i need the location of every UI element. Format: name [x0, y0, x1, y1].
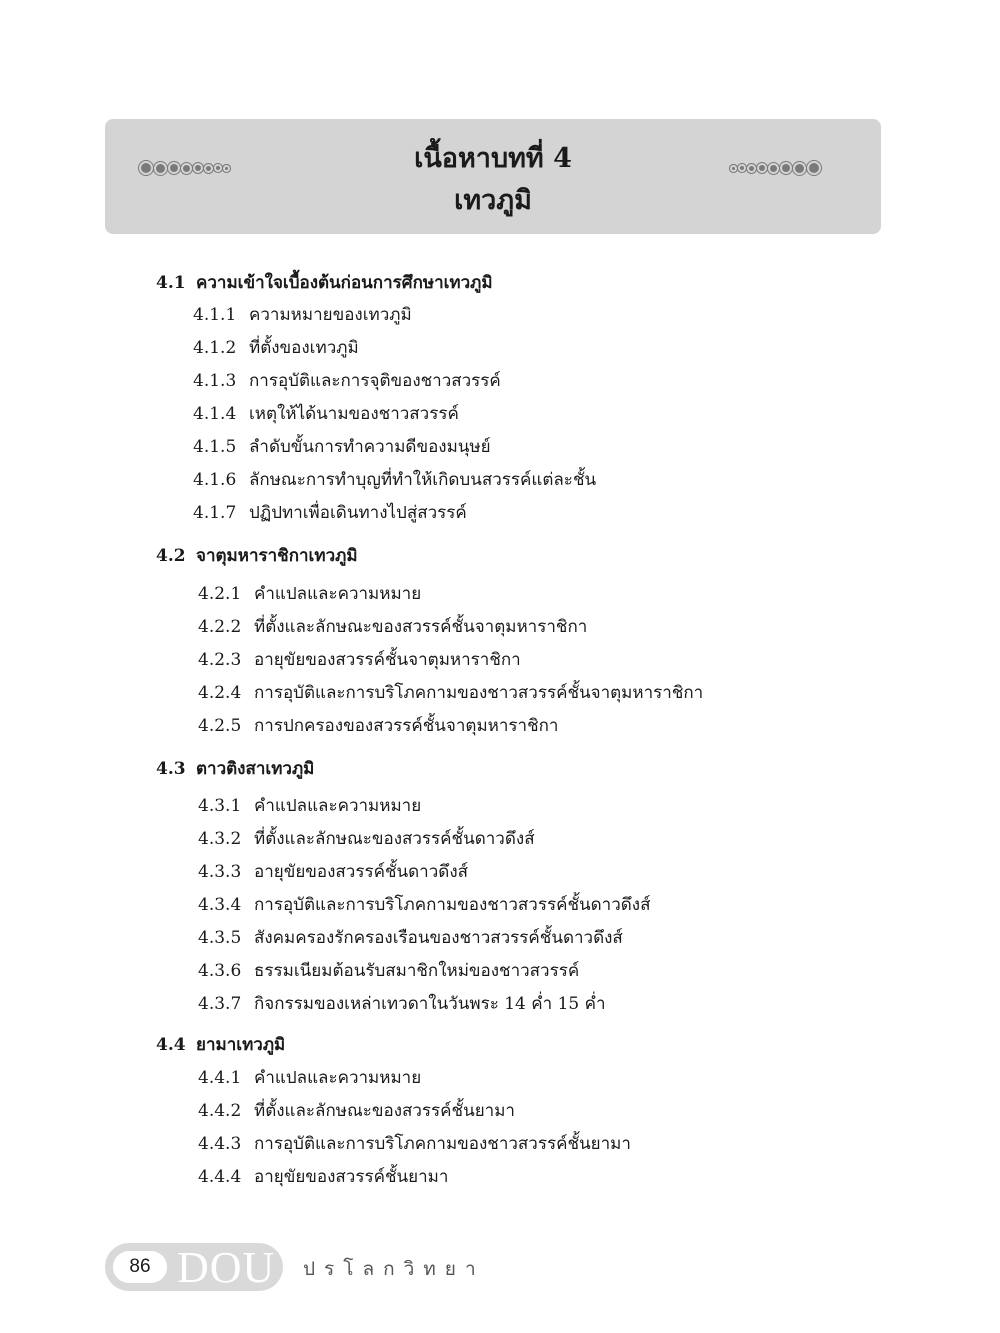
list-item [193, 402, 459, 426]
list-item [198, 648, 521, 672]
dot-icon [809, 163, 819, 173]
item-number: 4.4.2 [198, 1101, 242, 1121]
list-item [193, 435, 491, 459]
dot-icon [795, 164, 804, 173]
item-text: คำแปลและความหมาย [254, 584, 422, 604]
item-text: การอุบัติและการบริโภคกามของชาวสวรรค์ชั้นดาวดึงส์ [254, 895, 651, 915]
item-text: ที่ตั้งและลักษณะของสวรรค์ชั้นยามา [254, 1101, 515, 1121]
list-item [193, 303, 412, 327]
item-text: ที่ตั้งและลักษณะของสวรรค์ชั้นจาตุมหาราชิกา [254, 617, 588, 637]
section-number: 4.1 [156, 273, 186, 293]
item-text: การอุบัติและการจุติของชาวสวรรค์ [249, 371, 501, 391]
item-number: 4.2.2 [198, 617, 242, 637]
section-heading [156, 544, 358, 568]
item-text: การอุบัติและการบริโภคกามของชาวสวรรค์ชั้นยามา [254, 1134, 631, 1154]
section-number: 4.3 [156, 759, 186, 779]
item-number: 4.1.1 [193, 305, 237, 325]
item-number: 4.3.3 [198, 862, 242, 882]
item-number: 4.1.6 [193, 470, 237, 490]
item-number: 4.3.7 [198, 994, 242, 1014]
item-number: 4.3.6 [198, 961, 242, 981]
item-number: 4.4.4 [198, 1167, 242, 1187]
item-number: 4.4.1 [198, 1068, 242, 1088]
chapter-title: เนื้อหาบทที่ 4 [414, 143, 572, 174]
item-number: 4.3.1 [198, 796, 242, 816]
section-heading [156, 271, 493, 295]
item-text: สังคมครองรักครองเรือนของชาวสวรรค์ชั้นดาวดึงส์ [254, 928, 623, 948]
section-title: ตาวติงสาเทวภูมิ [196, 759, 315, 779]
item-text: คำแปลและความหมาย [254, 1068, 422, 1088]
dot-icon [770, 165, 777, 172]
chapter-header [105, 119, 881, 234]
section-number: 4.2 [156, 546, 186, 566]
dot-icon [759, 165, 765, 171]
list-item [193, 468, 596, 492]
item-number: 4.1.5 [193, 437, 237, 457]
list-item [198, 926, 623, 950]
item-text: การอุบัติและการบริโภคกามของชาวสวรรค์ชั้นจาตุมหาราชิกา [254, 683, 704, 703]
item-number: 4.3.4 [198, 895, 242, 915]
item-text: ที่ตั้งของเทวภูมิ [249, 338, 359, 358]
item-text: คำแปลและความหมาย [254, 796, 422, 816]
chapter-subtitle: เทวภูมิ [454, 185, 532, 216]
list-item [198, 992, 606, 1016]
list-item [198, 893, 651, 917]
item-text: ธรรมเนียมต้อนรับสมาชิกใหม่ของชาวสวรรค์ [254, 961, 580, 981]
list-item [198, 681, 703, 705]
item-text: การปกครองของสวรรค์ชั้นจาตุมหาราชิกา [254, 716, 559, 736]
list-item [198, 794, 421, 818]
section-title: จาตุมหาราชิกาเทวภูมิ [196, 546, 358, 566]
list-item [198, 615, 587, 639]
item-number: 4.2.1 [198, 584, 242, 604]
list-item [193, 336, 359, 360]
item-number: 4.2.5 [198, 716, 242, 736]
list-item [198, 1099, 515, 1123]
dot-icon [749, 166, 754, 171]
item-number: 4.3.2 [198, 829, 242, 849]
item-text: ความหมายของเทวภูมิ [249, 305, 412, 325]
item-number: 4.1.2 [193, 338, 237, 358]
item-number: 4.2.4 [198, 683, 242, 703]
item-text: อายุขัยของสวรรค์ชั้นจาตุมหาราชิกา [254, 650, 521, 670]
item-text: อายุขัยของสวรรค์ชั้นยามา [254, 1167, 449, 1187]
item-number: 4.4.3 [198, 1134, 242, 1154]
list-item [193, 501, 467, 525]
section-heading [156, 757, 314, 781]
list-item [198, 860, 468, 884]
item-text: อายุขัยของสวรรค์ชั้นดาวดึงส์ [254, 862, 468, 882]
course-name: ปรโลกวิทยา [303, 1258, 485, 1280]
list-item [198, 1132, 631, 1156]
item-number: 4.1.7 [193, 503, 237, 523]
section-heading [156, 1033, 285, 1057]
item-text: ลำดับขั้นการทำความดีของมนุษย์ [249, 437, 491, 457]
section-title: ความเข้าใจเบื้องต้นก่อนการศึกษาเทวภูมิ [196, 273, 493, 293]
item-text: เหตุให้ได้นามของชาวสวรรค์ [249, 404, 459, 424]
dot-icon [732, 167, 735, 170]
brand-logo: DOU [177, 1243, 276, 1292]
item-text: ที่ตั้งและลักษณะของสวรรค์ชั้นดาวดึงส์ [254, 829, 535, 849]
section-title: ยามาเทวภูมิ [196, 1035, 286, 1055]
footer-badge [105, 1243, 283, 1291]
page-number: 86 [113, 1251, 167, 1283]
item-text: ลักษณะการทำบุญที่ทำให้เกิดบนสวรรค์แต่ละชั้น [249, 470, 597, 490]
item-text: กิจกรรมของเหล่าเทวดาในวันพระ 14 ค่ำ 15 ค่ำ [254, 994, 606, 1014]
item-number: 4.2.3 [198, 650, 242, 670]
list-item [193, 369, 501, 393]
list-item [198, 827, 535, 851]
item-number: 4.1.4 [193, 404, 237, 424]
list-item [198, 582, 421, 606]
dot-icon [782, 164, 790, 172]
list-item [198, 714, 558, 738]
item-text: ปฏิปทาเพื่อเดินทางไปสู่สวรรค์ [249, 503, 467, 523]
item-number: 4.3.5 [198, 928, 242, 948]
decorative-dots-right-icon [732, 163, 819, 173]
list-item [198, 1066, 421, 1090]
list-item [198, 1165, 448, 1189]
section-number: 4.4 [156, 1035, 186, 1055]
item-number: 4.1.3 [193, 371, 237, 391]
dot-icon [740, 166, 744, 170]
list-item [198, 959, 579, 983]
